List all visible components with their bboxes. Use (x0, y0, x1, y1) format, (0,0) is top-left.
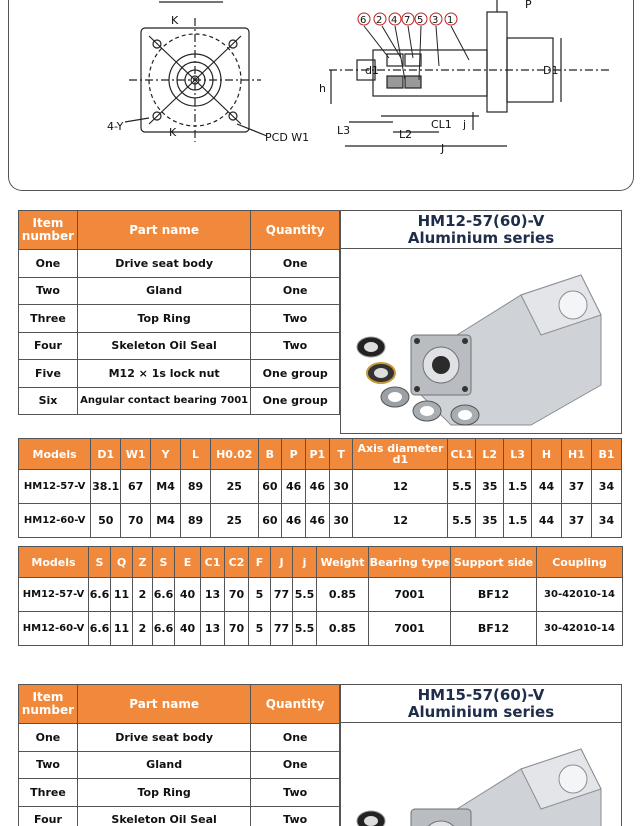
dim-header: D1 (91, 439, 121, 470)
table-row (19, 250, 340, 278)
parts-header-part: Part name (77, 685, 250, 724)
parts-item: One (19, 724, 78, 752)
parts-qty: Two (251, 332, 340, 360)
dim-header: C2 (225, 547, 249, 578)
dim-cell: 70 (225, 578, 249, 612)
side-h-label: h (319, 82, 326, 95)
series-model: HM12-57(60)-V (417, 212, 545, 230)
dim-cell: 2 (133, 578, 153, 612)
dim-header: j (293, 547, 317, 578)
dim-cell: HM12-60-V (19, 612, 89, 646)
dim-header: Support side (451, 547, 537, 578)
dim-cell: 67 (121, 470, 151, 504)
table-row (19, 724, 340, 752)
table-row (19, 612, 623, 646)
table-row (19, 305, 340, 333)
dimension-table-2 (18, 546, 623, 646)
parts-header-qty: Quantity (251, 211, 340, 250)
product-photo (351, 729, 613, 826)
dim-cell: 38.1 (91, 470, 121, 504)
side-d1-small-label: d1 (365, 64, 379, 77)
dim-cell: 77 (271, 612, 293, 646)
dim-cell: 89 (181, 470, 211, 504)
dim-cell: 6.6 (89, 612, 111, 646)
dim-cell: 30-42010-14 (537, 612, 623, 646)
table-row (19, 387, 340, 415)
callout-3: 3 (432, 15, 439, 26)
dim-cell: 25 (211, 470, 258, 504)
series-model: HM15-57(60)-V (417, 686, 545, 704)
dim-cell: 6.6 (153, 578, 175, 612)
parts-header-row (19, 685, 340, 724)
table-row (19, 806, 340, 826)
dim-cell: 46 (282, 470, 306, 504)
dim-cell: 1.5 (504, 504, 532, 538)
parts-name: Drive seat body (77, 724, 250, 752)
parts-qty: One group (251, 387, 340, 415)
parts-qty: One group (251, 360, 340, 388)
parts-qty: Two (251, 806, 340, 826)
dim-header: S (153, 547, 175, 578)
parts-name: Angular contact bearing 7001 (77, 387, 250, 415)
series-title (341, 685, 621, 723)
parts-name: M12 × 1s lock nut (77, 360, 250, 388)
dim-cell: 12 (353, 470, 448, 504)
table-row (19, 779, 340, 807)
dim-cell: HM12-60-V (19, 504, 91, 538)
parts-header-part: Part name (77, 211, 250, 250)
dim-cell: 5 (249, 578, 271, 612)
dim-header: CL1 (448, 439, 476, 470)
parts-item: Three (19, 779, 78, 807)
dim-cell: 6.6 (89, 578, 111, 612)
side-l3-label: L3 (337, 124, 351, 137)
table-row (19, 332, 340, 360)
dim-cell: 25 (211, 504, 258, 538)
parts-item: Three (19, 305, 78, 333)
dim-header-row (19, 547, 623, 578)
callout-4: 4 (391, 15, 398, 26)
series-panel (340, 210, 622, 434)
dim-cell: 50 (91, 504, 121, 538)
dim-cell: 34 (591, 470, 621, 504)
dim-cell: 44 (532, 470, 562, 504)
parts-qty: One (251, 724, 340, 752)
dim-cell: 5.5 (293, 612, 317, 646)
dim-cell: 35 (476, 504, 504, 538)
parts-item: Four (19, 806, 78, 826)
callout-2: 2 (376, 15, 383, 26)
side-d1-label: D1 (543, 64, 559, 77)
dim-header: B (258, 439, 282, 470)
dim-cell: 2 (133, 612, 153, 646)
side-p-label: P (525, 0, 532, 11)
dim-header: H0.02 (211, 439, 258, 470)
dim-header: E (175, 547, 201, 578)
dim-cell: HM12-57-V (19, 470, 91, 504)
dim-cell: BF12 (451, 612, 537, 646)
dim-cell: 0.85 (317, 578, 369, 612)
dim-cell: M4 (151, 470, 181, 504)
dim-cell: 89 (181, 504, 211, 538)
parts-name: Drive seat body (77, 250, 250, 278)
dim-cell: 5.5 (448, 504, 476, 538)
series-title (341, 211, 621, 249)
dim-cell: M4 (151, 504, 181, 538)
callout-6: 6 (360, 15, 367, 26)
product-photo (351, 255, 613, 427)
dim-cell: HM12-57-V (19, 578, 89, 612)
dim-cell: 6.6 (153, 612, 175, 646)
side-cl1-label: CL1 (431, 118, 452, 131)
parts-table (18, 210, 340, 415)
dim-cell: 40 (175, 578, 201, 612)
dim-cell: 46 (305, 470, 329, 504)
dim-header: W1 (121, 439, 151, 470)
dim-cell: 12 (353, 504, 448, 538)
dim-cell: 5.5 (448, 470, 476, 504)
front-4y-label: 4-Y (107, 120, 124, 133)
dim-cell: 77 (271, 578, 293, 612)
parts-item: Five (19, 360, 78, 388)
front-k-bottom-label: K (169, 126, 177, 139)
parts-item: One (19, 250, 78, 278)
dim-header: H1 (561, 439, 591, 470)
dim-header-row (19, 439, 622, 470)
dim-header: P (282, 439, 306, 470)
dim-cell: 11 (111, 612, 133, 646)
dim-header: Coupling (537, 547, 623, 578)
series-panel (340, 684, 622, 826)
dim-cell: 60 (258, 504, 282, 538)
product-block-hm15 (18, 684, 622, 826)
dim-header: C1 (201, 547, 225, 578)
dim-cell: 7001 (369, 612, 451, 646)
dim-cell: 70 (225, 612, 249, 646)
callout-leaders (364, 26, 469, 80)
technical-drawing-panel (8, 0, 634, 191)
callout-5: 5 (417, 15, 424, 26)
dim-header: L (181, 439, 211, 470)
parts-name: Top Ring (77, 779, 250, 807)
dim-cell: 70 (121, 504, 151, 538)
dim-header: J (271, 547, 293, 578)
dimension-table-1 (18, 438, 622, 538)
dim-header: F (249, 547, 271, 578)
dim-header: L3 (504, 439, 532, 470)
side-j-small-label: j (463, 118, 467, 131)
parts-qty: One (251, 751, 340, 779)
dim-cell: 5 (249, 612, 271, 646)
dim-cell: 44 (532, 504, 562, 538)
product-block-hm12 (18, 210, 622, 650)
parts-qty: Two (251, 779, 340, 807)
parts-item: Four (19, 332, 78, 360)
dim-cell: 35 (476, 470, 504, 504)
dim-header: Models (19, 439, 91, 470)
dim-header: T (329, 439, 353, 470)
dim-header: B1 (591, 439, 621, 470)
table-row (19, 470, 622, 504)
dim-cell: BF12 (451, 578, 537, 612)
series-subtitle: Aluminium series (407, 229, 555, 247)
dim-cell: 13 (201, 612, 225, 646)
dim-cell: 7001 (369, 578, 451, 612)
parts-name: Skeleton Oil Seal (77, 332, 250, 360)
parts-name: Top Ring (77, 305, 250, 333)
dim-header: Bearing type (369, 547, 451, 578)
parts-header-row (19, 211, 340, 250)
table-row (19, 751, 340, 779)
front-k-top-label: K (171, 14, 179, 27)
dim-cell: 5.5 (293, 578, 317, 612)
dim-cell: 46 (282, 504, 306, 538)
dim-header: P1 (305, 439, 329, 470)
table-row (19, 578, 623, 612)
parts-item: Two (19, 277, 78, 305)
callout-1: 1 (447, 15, 454, 26)
dim-cell: 30 (329, 470, 353, 504)
dim-cell: 13 (201, 578, 225, 612)
dim-cell: 60 (258, 470, 282, 504)
dim-header: Models (19, 547, 89, 578)
parts-qty: One (251, 250, 340, 278)
series-subtitle: Aluminium series (407, 703, 555, 721)
dim-cell: 40 (175, 612, 201, 646)
parts-header-qty: Quantity (251, 685, 340, 724)
front-pcd-label: PCD W1 (265, 131, 310, 144)
dim-cell: 37 (561, 504, 591, 538)
side-l2-label: L2 (399, 128, 413, 141)
dim-header: Weight (317, 547, 369, 578)
parts-table (18, 684, 340, 826)
parts-qty: One (251, 277, 340, 305)
dim-cell: 30 (329, 504, 353, 538)
parts-name: Gland (77, 751, 250, 779)
technical-drawing (9, 0, 633, 190)
table-row (19, 504, 622, 538)
dim-header: H (532, 439, 562, 470)
dim-cell: 46 (305, 504, 329, 538)
side-j-big-label: J (441, 142, 445, 155)
dim-cell: 0.85 (317, 612, 369, 646)
table-row (19, 360, 340, 388)
dim-cell: 34 (591, 504, 621, 538)
callout-7: 7 (404, 15, 411, 26)
dim-cell: 30-42010-14 (537, 578, 623, 612)
dim-header: Axis diameter d1 (353, 439, 448, 470)
dim-header: L2 (476, 439, 504, 470)
dim-cell: 1.5 (504, 470, 532, 504)
front-view (125, 2, 267, 142)
parts-item: Six (19, 387, 78, 415)
parts-header-item: Item number (19, 211, 78, 250)
dim-header: Y (151, 439, 181, 470)
parts-item: Two (19, 751, 78, 779)
parts-header-item: Item number (19, 685, 78, 724)
table-row (19, 277, 340, 305)
parts-name: Gland (77, 277, 250, 305)
dim-header: Q (111, 547, 133, 578)
parts-qty: Two (251, 305, 340, 333)
parts-name: Skeleton Oil Seal (77, 806, 250, 826)
dim-header: S (89, 547, 111, 578)
dim-cell: 37 (561, 470, 591, 504)
dim-cell: 11 (111, 578, 133, 612)
dim-header: Z (133, 547, 153, 578)
